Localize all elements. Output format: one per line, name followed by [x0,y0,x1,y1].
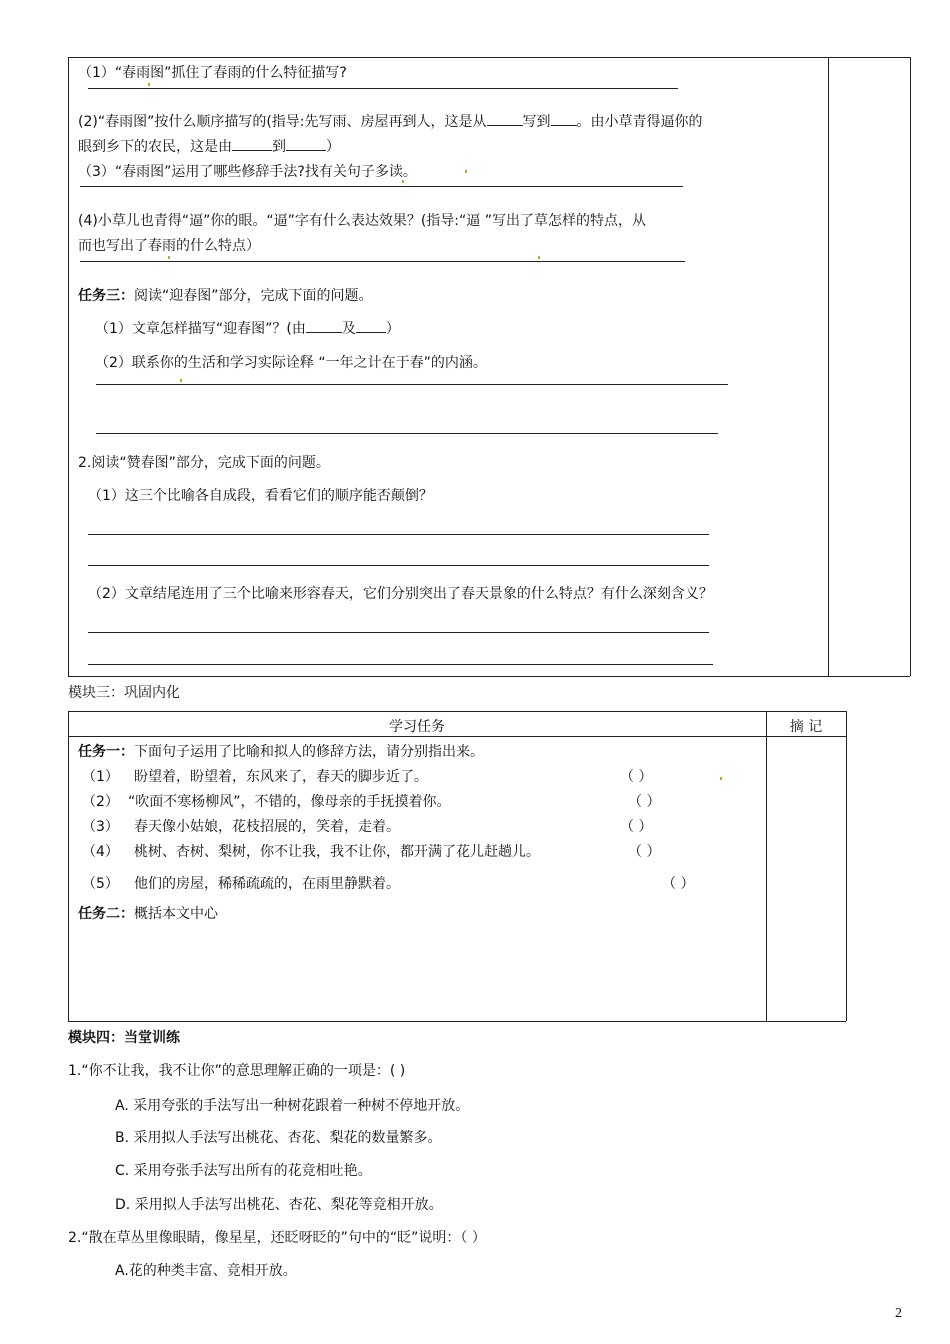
table1-left-border [68,57,69,676]
m4-q1-option-c[interactable]: C. 采用夸张手法写出所有的花竞相吐艳。 [115,1163,372,1179]
section2-question-2: （2）文章结尾连用了三个比喻来形容春天，它们分别突出了春天景象的什么特点？有什么深刻含义？ [88,586,713,602]
m4-q1-option-d[interactable]: D. 采用拟人手法写出桃花、杏花、梨花等竞相开放。 [115,1197,443,1213]
sentence-row-3 [82,816,119,836]
module3-title: 模块三：巩固内化 [68,685,180,701]
m3-task1-text: 下面句子运用了比喻和拟人的修辞方法，请分别指出来。 [134,744,484,760]
table1-divider [828,57,829,676]
answer-line[interactable] [96,384,728,385]
answer-line[interactable] [80,186,683,187]
blank-field[interactable] [306,318,342,333]
sentence-text: 他们的房屋，稀稀疏疏的，在雨里静默着。 [134,876,400,892]
table2-header-divider [68,736,846,737]
answer-line[interactable] [88,632,709,633]
q2-text-line2-c: ） [326,139,340,155]
mark-dot [180,379,182,382]
t1-question-4-line1: (4)小草儿也青得“逼”你的眼。“逼”字有什么表达效果？(指导:“逼 ”写出了草怎样的特点，从 [78,213,646,229]
section2-question-1: （1）这三个比喻各自成段，看看它们的顺序能否颠倒？ [88,488,433,504]
t1-question-4-line2: 而也写出了春雨的什么特点） [78,238,260,254]
m4-question-2: 2.“散在草丛里像眼睛，像星星，还眨呀眨的”句中的“眨”说明：（ ） [68,1230,486,1246]
sentence-number: （2） [82,794,119,810]
m3-task1-label: 任务一： [78,744,134,760]
table2-left-border [68,711,69,1021]
answer-line[interactable] [96,433,718,434]
m4-question-1: 1.“你不让我，我不让你”的意思理解正确的一项是：( ) [68,1063,406,1079]
task3-question-2: （2）联系你的生活和学习实际诠释 “一年之计在于春”的内涵。 [95,355,487,371]
table1-top-border [68,57,910,58]
mark-dot [402,180,404,183]
mark-dot [168,256,170,259]
mark-dot [720,777,722,780]
sentence-row-2 [82,791,119,811]
mark-dot [465,170,467,173]
answer-parens[interactable]: （ ） [628,844,661,860]
q2-text-b: 写到 [522,114,551,130]
m3-task2-label: 任务二： [78,906,134,922]
answer-line[interactable] [88,88,678,89]
m3-task2-text: 概括本文中心 [134,906,218,922]
mark-dot [538,256,540,259]
answer-line[interactable] [80,261,685,262]
sentence-row-5 [82,873,119,893]
table2-divider [766,711,767,1021]
m3-task2-heading [78,903,218,923]
answer-line[interactable] [88,664,713,665]
t1-question-2-line2 [78,136,340,156]
task3-question-1 [95,318,400,338]
blank-field[interactable] [232,136,272,151]
t3q1-text-b: 及 [341,321,356,337]
sentence-text: 春天像小姑娘，花枝招展的，笑着，走着。 [134,819,400,835]
m3-task1-heading [78,741,484,761]
table2-header-task: 学习任务 [389,719,445,735]
t3q1-text-a: （1）文章怎样描写“迎春图”？(由 [95,321,306,337]
table2-bottom-border [68,1021,846,1022]
page-number: 2 [895,1306,902,1321]
m4-q2-option-a[interactable]: A.花的种类丰富、竞相开放。 [115,1263,297,1279]
sentence-text: 桃树、杏树、梨树，你不让我，我不让你，都开满了花儿赶趟儿。 [134,844,540,860]
t1-question-2-line1 [78,111,703,131]
blank-field[interactable] [286,136,326,151]
sentence-row-4 [82,841,119,861]
answer-parens[interactable]: （ ） [662,876,695,892]
task3-text: 阅读“迎春图”部分，完成下面的问题。 [134,288,373,304]
sentence-number: （3） [82,819,119,835]
sentence-number: （4） [82,844,119,860]
sentence-text: 盼望着，盼望着，东风来了，春天的脚步近了。 [134,769,428,785]
answer-line[interactable] [88,565,709,566]
answer-parens[interactable]: （ ） [620,819,653,835]
task3-label: 任务三： [78,288,134,304]
section2-heading: 2.阅读“赞春图”部分，完成下面的问题。 [78,455,330,471]
t1-question-3: （3）“春雨图”运用了哪些修辞手法?找有关句子多读。 [78,164,417,180]
answer-parens[interactable]: （ ） [620,769,653,785]
table1-right-border [910,57,911,676]
q2-text-line2-a: 眼到乡下的农民，这是由 [78,139,232,155]
t3q1-text-c: ） [385,321,400,337]
table2-header-notes: 摘 记 [789,719,823,735]
table1-bottom-border [68,676,910,677]
sentence-row-1 [82,766,119,786]
blank-field[interactable] [487,111,523,126]
t1-question-1: （1）“春雨图”抓住了春雨的什么特征描写? [78,65,347,81]
q2-text-c: 。由小草青得逼你的 [576,114,703,130]
table2-right-border [846,711,847,1021]
task3-heading [78,285,373,305]
blank-field[interactable] [356,318,386,333]
blank-field[interactable] [551,111,577,126]
m4-q1-option-a[interactable]: A. 采用夸张的手法写出一种树花跟着一种树不停地开放。 [115,1098,470,1114]
sentence-number: （1） [82,769,119,785]
sentence-text: “吹面不寒杨柳风”，不错的，像母亲的手抚摸着你。 [128,794,451,810]
sentence-number: （5） [82,876,119,892]
m4-q1-option-b[interactable]: B. 采用拟人手法写出桃花、杏花、梨花的数量繁多。 [115,1130,442,1146]
table2-top-border [68,711,846,712]
answer-line[interactable] [88,534,709,535]
answer-parens[interactable]: （ ） [628,794,661,810]
q2-text-line2-b: 到 [272,139,286,155]
mark-dot [148,83,150,86]
module4-title: 模块四：当堂训练 [68,1030,180,1046]
q2-text-a: (2)“春雨图”按什么顺序描写的(指导:先写雨、房屋再到人，这是从 [78,114,487,130]
